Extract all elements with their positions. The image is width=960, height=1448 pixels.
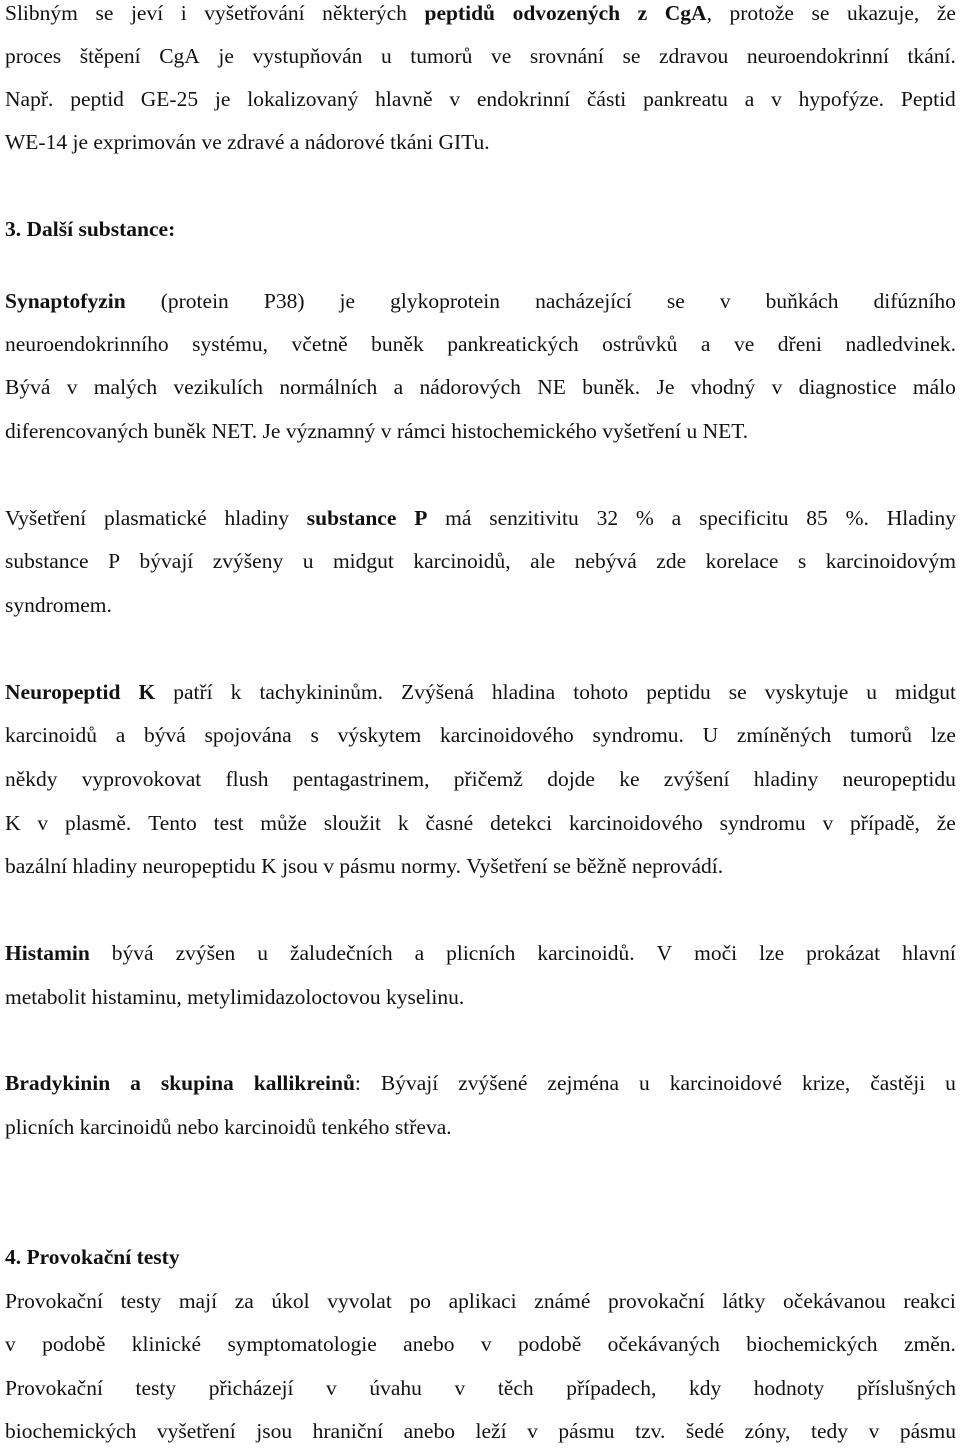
word: v xyxy=(323,854,335,878)
word: hladiny xyxy=(72,854,137,878)
text-line xyxy=(5,984,956,1010)
word: střeva. xyxy=(394,1115,452,1139)
text-line xyxy=(5,86,956,112)
word: kyselinu. xyxy=(385,985,465,1009)
word: normy. xyxy=(400,854,462,878)
word: malých xyxy=(93,375,158,399)
word: plicních xyxy=(446,941,516,965)
word: plasmatické xyxy=(104,506,207,530)
word: ve xyxy=(490,44,512,68)
word: metabolit xyxy=(5,985,87,1009)
word: endokrinní xyxy=(476,87,571,111)
text-line xyxy=(5,548,956,574)
word: peptidů xyxy=(424,1,496,25)
word: někdy xyxy=(5,767,58,791)
word: systému, xyxy=(192,332,268,356)
word: CgA, xyxy=(664,1,712,25)
word: Tento xyxy=(148,811,197,835)
word: K xyxy=(138,680,156,704)
word: klinické xyxy=(131,1332,202,1356)
text-line xyxy=(5,418,956,444)
word: bazální xyxy=(5,854,68,878)
word: odvozených xyxy=(512,1,621,25)
word: ale xyxy=(530,549,556,573)
word: WE-14 xyxy=(5,130,68,154)
text-line xyxy=(5,1114,956,1140)
word: pankreatu xyxy=(643,87,728,111)
word: Neuropeptid xyxy=(5,680,121,704)
section-heading-4: 4. Provokační testy xyxy=(5,1245,180,1269)
word: Je xyxy=(262,419,281,443)
word: lze xyxy=(930,723,956,747)
text-line xyxy=(5,1288,956,1314)
word: reakci xyxy=(903,1289,956,1313)
word: (protein xyxy=(160,289,229,313)
word: buněk. xyxy=(582,375,641,399)
word: očekávanou xyxy=(783,1289,886,1313)
word: sloužit xyxy=(323,811,382,835)
word: pásmu xyxy=(339,854,396,878)
word: Je xyxy=(656,375,675,399)
word: po xyxy=(409,1289,431,1313)
word: 32 xyxy=(596,506,619,530)
word: že xyxy=(936,1,956,25)
word: buňkách xyxy=(765,289,839,313)
word: NET. xyxy=(702,419,749,443)
word: nacházející xyxy=(535,289,632,313)
word: včetně xyxy=(291,332,348,356)
word: midgut xyxy=(332,549,394,573)
text-line xyxy=(5,853,956,879)
word: kallikreinů: xyxy=(253,1071,361,1095)
word: peptidu xyxy=(646,680,711,704)
word: karcinoidovým xyxy=(825,549,956,573)
word: v xyxy=(380,419,392,443)
text-line xyxy=(5,592,956,618)
word: některých xyxy=(322,1,407,25)
word: je xyxy=(72,130,88,154)
word: GITu. xyxy=(438,130,490,154)
word: hladiny xyxy=(224,506,289,530)
word: vyskytuje xyxy=(764,680,849,704)
word: hladina xyxy=(491,680,556,704)
word: % xyxy=(635,506,654,530)
word: karcinoidů xyxy=(79,1115,172,1139)
word: tkáni xyxy=(390,130,434,154)
word: senzitivitu xyxy=(489,506,579,530)
word: rámci xyxy=(396,419,446,443)
word: tenkého xyxy=(321,1115,390,1139)
word: karcinoidů. xyxy=(537,941,635,965)
word: kdy xyxy=(688,1376,722,1400)
text-line xyxy=(5,0,956,26)
word: lze xyxy=(759,941,785,965)
word: karcinoidů xyxy=(5,723,97,747)
word: syndromem. xyxy=(5,593,112,617)
word: karcinoidové xyxy=(669,1071,782,1095)
word: v xyxy=(449,87,461,111)
word: přicházejí xyxy=(208,1376,294,1400)
word: a xyxy=(130,1071,141,1095)
word: CgA xyxy=(159,44,200,68)
word: v xyxy=(5,1332,16,1356)
word: mají xyxy=(178,1289,218,1313)
word: K xyxy=(5,811,21,835)
word: u xyxy=(257,941,268,965)
word: zdravé xyxy=(227,130,285,154)
word: P xyxy=(414,506,428,530)
word: tedy xyxy=(810,1419,849,1443)
word: testy xyxy=(135,1376,177,1400)
word: provokační xyxy=(608,1289,705,1313)
word: časné xyxy=(425,811,474,835)
word: a xyxy=(414,941,425,965)
word: substance xyxy=(5,549,89,573)
word: má xyxy=(445,506,472,530)
word: diferencovaných xyxy=(5,419,149,443)
word: NE xyxy=(537,375,566,399)
word: test xyxy=(213,811,244,835)
word: plasmě. xyxy=(64,811,132,835)
word: biochemických xyxy=(5,1419,137,1443)
word: P xyxy=(108,549,121,573)
word: krize, xyxy=(801,1071,851,1095)
word: nádorové xyxy=(304,130,385,154)
word: zmíněných xyxy=(736,723,832,747)
word: tumorů xyxy=(410,44,473,68)
text-line xyxy=(5,374,956,400)
word: jsou xyxy=(282,854,318,878)
word: úkol xyxy=(271,1289,310,1313)
word: štěpení xyxy=(79,44,141,68)
word: tohoto xyxy=(573,680,629,704)
word: histaminu, xyxy=(91,985,182,1009)
word: je xyxy=(218,44,234,68)
word: pankreatických xyxy=(447,332,579,356)
word: a xyxy=(744,87,755,111)
word: zvýšen xyxy=(175,941,236,965)
text-line xyxy=(5,43,956,69)
word: v xyxy=(37,811,49,835)
word: nadledvinek. xyxy=(845,332,956,356)
word: pentagastrinem, xyxy=(292,767,430,791)
word: buněk xyxy=(371,332,424,356)
word: v xyxy=(822,811,834,835)
word: karcinoidového xyxy=(439,723,574,747)
word: leží xyxy=(475,1419,507,1443)
word: vezikulích xyxy=(173,375,263,399)
word: neuropeptidu xyxy=(142,854,256,878)
word: normálních xyxy=(279,375,378,399)
word: zóny, xyxy=(744,1419,791,1443)
word: metylimidazoloctovou xyxy=(187,985,381,1009)
word: známé xyxy=(534,1289,591,1313)
word: Vyšetření xyxy=(466,854,548,878)
word: specificitu xyxy=(698,506,789,530)
word: vyšetření xyxy=(602,419,682,443)
word: běžně xyxy=(576,854,627,878)
word: málo xyxy=(912,375,956,399)
word: vyvolat xyxy=(327,1289,392,1313)
word: biochemických xyxy=(746,1332,878,1356)
word: se xyxy=(622,44,641,68)
word: zvýšení xyxy=(663,767,730,791)
word: v xyxy=(454,1376,466,1400)
word: častěji xyxy=(870,1071,926,1095)
word: glykoprotein xyxy=(390,289,501,313)
word: u xyxy=(380,44,392,68)
word: že xyxy=(936,811,956,835)
word: lokalizovaný xyxy=(247,87,359,111)
word: ke xyxy=(619,767,640,791)
word: i xyxy=(180,1,187,25)
text-line xyxy=(5,1331,956,1357)
word: Bradykinin xyxy=(5,1071,111,1095)
word: významný xyxy=(285,419,376,443)
word: bývá xyxy=(144,723,186,747)
word: V xyxy=(656,941,673,965)
word: syndromu xyxy=(719,811,806,835)
word: případech, xyxy=(566,1376,657,1400)
word: karcinoidů xyxy=(224,1115,317,1139)
word: u xyxy=(866,680,878,704)
word: zejména xyxy=(547,1071,620,1095)
word: změn. xyxy=(903,1332,956,1356)
word: v xyxy=(66,375,78,399)
word: případě, xyxy=(850,811,920,835)
word: zvýšené xyxy=(458,1071,528,1095)
text-line xyxy=(5,129,956,155)
word: Slibným xyxy=(5,1,78,25)
word: prokázat xyxy=(806,941,881,965)
word: substance xyxy=(306,506,397,530)
word: je xyxy=(214,87,231,111)
word: zdravou xyxy=(658,44,729,68)
word: bývají xyxy=(139,549,194,573)
word: karcinoidového xyxy=(569,811,703,835)
word: tzv. xyxy=(635,1419,666,1443)
word: ve xyxy=(201,130,222,154)
word: v xyxy=(527,1419,538,1443)
word: může xyxy=(260,811,307,835)
word: s xyxy=(310,723,319,747)
text-line xyxy=(5,679,956,705)
word: tachykininům. xyxy=(259,680,384,704)
word: ve xyxy=(733,332,755,356)
word: se xyxy=(666,289,685,313)
word: za xyxy=(234,1289,254,1313)
word: k xyxy=(230,680,242,704)
word: neprovádí. xyxy=(631,854,724,878)
word: buněk xyxy=(153,419,207,443)
word: hraniční xyxy=(312,1419,384,1443)
word: výskytem xyxy=(337,723,422,747)
word: jeví xyxy=(130,1,164,25)
word: syndromu. xyxy=(592,723,684,747)
word: spojována xyxy=(204,723,292,747)
word: %. xyxy=(845,506,869,530)
text-line xyxy=(5,722,956,748)
word: nádorových xyxy=(419,375,521,399)
word: u xyxy=(686,419,698,443)
word: Např. xyxy=(5,87,54,111)
word: a xyxy=(289,130,300,154)
word: podobě xyxy=(42,1332,106,1356)
word: Vyšetření xyxy=(5,506,87,530)
word: je xyxy=(339,289,356,313)
word: tkání. xyxy=(907,44,956,68)
word: zde xyxy=(656,549,687,573)
word: hodnoty xyxy=(753,1376,825,1400)
word: Provokační xyxy=(5,1376,103,1400)
word: Provokační xyxy=(5,1289,103,1313)
word: histochemického xyxy=(451,419,597,443)
word: části xyxy=(586,87,627,111)
word: pásmu xyxy=(899,1419,956,1443)
word: zvýšeny xyxy=(212,549,284,573)
word: úvahu xyxy=(369,1376,422,1400)
word: detekci xyxy=(490,811,553,835)
word: s xyxy=(797,549,807,573)
text-line xyxy=(5,1375,956,1401)
word: Synaptofyzin xyxy=(5,289,126,313)
word: dřeni xyxy=(777,332,822,356)
word: Bývají xyxy=(380,1071,439,1095)
word: aplikaci xyxy=(448,1289,517,1313)
word: šedé xyxy=(685,1419,725,1443)
word: vyšetření xyxy=(156,1419,236,1443)
word: u xyxy=(302,549,314,573)
word: skupina xyxy=(160,1071,234,1095)
word: GE-25 xyxy=(140,87,199,111)
word: k xyxy=(397,811,409,835)
word: midgut xyxy=(895,680,956,704)
word: vyprovokovat xyxy=(81,767,202,791)
word: v xyxy=(868,1419,880,1443)
word: tumorů xyxy=(849,723,913,747)
text-line xyxy=(5,766,956,792)
word: plicních xyxy=(5,1115,75,1139)
word: patří xyxy=(173,680,213,704)
text-line xyxy=(5,505,956,531)
word: U xyxy=(702,723,719,747)
text-line xyxy=(5,940,956,966)
word: anebo xyxy=(403,1419,455,1443)
word: vystupňován xyxy=(252,44,363,68)
word: a xyxy=(700,332,711,356)
word: u xyxy=(639,1071,650,1095)
word: difúzního xyxy=(873,289,956,313)
word: proces xyxy=(5,44,62,68)
word: korelace xyxy=(705,549,779,573)
word: z xyxy=(637,1,648,25)
word: flush xyxy=(225,767,269,791)
section-heading-3: 3. Další substance: xyxy=(5,217,176,241)
text-line xyxy=(5,288,956,314)
word: karcinoidů, xyxy=(413,549,511,573)
word: diagnostice xyxy=(798,375,897,399)
word: symptomatologie xyxy=(227,1332,377,1356)
text-line xyxy=(5,810,956,836)
word: dojde xyxy=(547,767,595,791)
word: těch xyxy=(497,1376,534,1400)
text-line xyxy=(5,1070,956,1096)
word: očekávaných xyxy=(607,1332,720,1356)
word: srovnání xyxy=(529,44,604,68)
word: Peptid xyxy=(900,87,956,111)
word: a xyxy=(115,723,126,747)
word: neuroendokrinní xyxy=(746,44,889,68)
word: žaludečních xyxy=(289,941,393,965)
word: přičemž xyxy=(453,767,523,791)
word: Histamin xyxy=(5,941,90,965)
word: se xyxy=(95,1,114,25)
word: jsou xyxy=(256,1419,293,1443)
text-line xyxy=(5,331,956,357)
word: hypofýze. xyxy=(798,87,885,111)
word: nebývá xyxy=(574,549,637,573)
word: P38) xyxy=(263,289,305,313)
word: se xyxy=(728,680,747,704)
word: moči xyxy=(694,941,738,965)
word: testy xyxy=(120,1289,162,1313)
word: peptid xyxy=(70,87,124,111)
word: podobě xyxy=(517,1332,582,1356)
text-line xyxy=(5,1418,956,1444)
word: bývá xyxy=(111,941,154,965)
word: se xyxy=(553,854,571,878)
word: neuropeptidu xyxy=(842,767,956,791)
word: příslušných xyxy=(856,1376,956,1400)
word: anebo xyxy=(403,1332,455,1356)
word: ostrůvků xyxy=(602,332,678,356)
word: Bývá xyxy=(5,375,51,399)
word: vhodný xyxy=(690,375,756,399)
word: a xyxy=(393,375,404,399)
word: látky xyxy=(722,1289,766,1313)
word: vyšetřování xyxy=(204,1,305,25)
word: exprimován xyxy=(93,130,197,154)
word: K xyxy=(261,854,277,878)
word: NET. xyxy=(211,419,258,443)
word: hlavně xyxy=(375,87,433,111)
word: v xyxy=(480,1332,492,1356)
word: v xyxy=(326,1376,337,1400)
word: v xyxy=(771,87,782,111)
word: neuroendokrinního xyxy=(5,332,169,356)
word: pásmu xyxy=(558,1419,615,1443)
word: u xyxy=(945,1071,956,1095)
word: protože xyxy=(729,1,794,25)
word: hlavní xyxy=(902,941,956,965)
word: se xyxy=(811,1,830,25)
word: ukazuje, xyxy=(847,1,920,25)
word: hladiny xyxy=(753,767,819,791)
word: Hladiny xyxy=(886,506,956,530)
word: a xyxy=(671,506,682,530)
word: v xyxy=(771,375,783,399)
word: 85 xyxy=(806,506,828,530)
word: v xyxy=(719,289,731,313)
word: Zvýšená xyxy=(401,680,474,704)
word: nebo xyxy=(176,1115,219,1139)
